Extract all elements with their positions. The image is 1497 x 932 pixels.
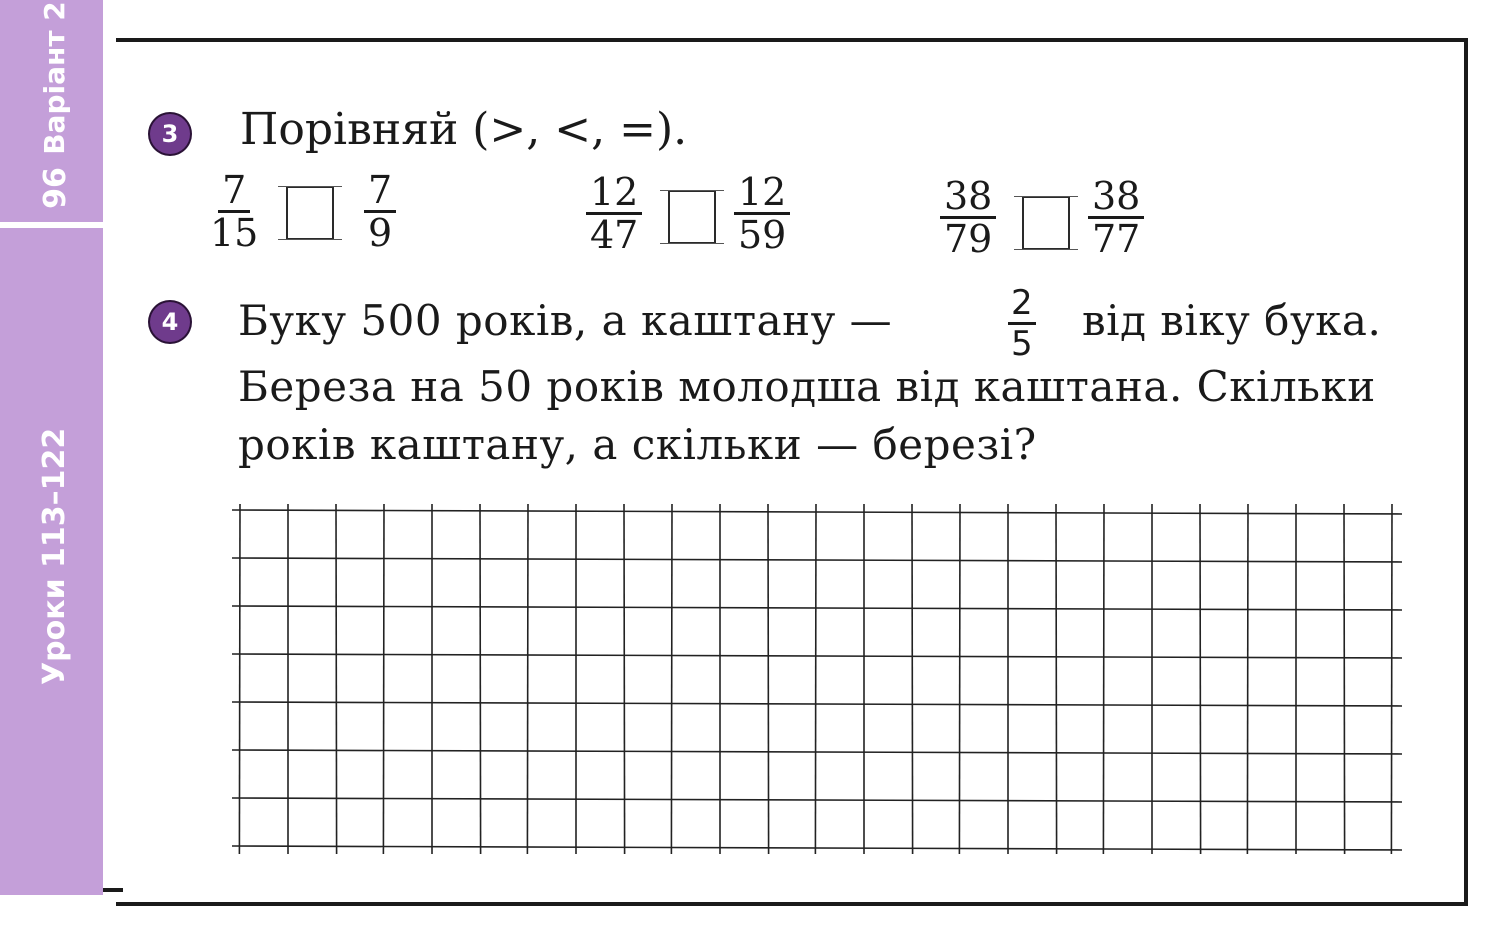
page-number: 96	[38, 167, 73, 209]
fraction-denominator: 5	[1011, 324, 1033, 364]
grid-vertical-line	[671, 504, 672, 854]
fraction-denominator: 15	[210, 211, 259, 255]
fraction-numerator: 7	[218, 170, 250, 213]
task-4-line-2: Береза на 50 років молодша від каштана. Скільки	[238, 362, 1376, 411]
task-4-line-1-end: від віку бука.	[1082, 296, 1382, 345]
fraction-denominator: 47	[590, 213, 639, 257]
comparison-2-answer-box[interactable]	[668, 190, 716, 244]
grid-horizontal-line	[232, 846, 1402, 850]
comparison-1-answer-box[interactable]	[286, 186, 334, 240]
fraction-denominator: 9	[368, 211, 393, 255]
variant-label: Варіант 2	[38, 1, 71, 155]
comparison-3-right-fraction	[1088, 176, 1144, 259]
bottom-rule	[103, 888, 123, 892]
comparison-2-left-fraction	[586, 172, 642, 255]
task-4-inline-fraction	[1008, 284, 1036, 363]
grid-vertical-line	[527, 504, 528, 854]
task-3-number-badge: 3	[150, 114, 190, 154]
fraction-numerator: 38	[1088, 176, 1144, 219]
fraction-denominator: 77	[1092, 217, 1141, 261]
comparison-3-answer-box[interactable]	[1022, 196, 1070, 250]
task-3-heading: Порівняй (>, <, =).	[240, 104, 688, 155]
grid-vertical-line	[768, 504, 769, 854]
grid-vertical-line	[239, 504, 240, 854]
task-4-line-3: років каштану, а скільки — березі?	[238, 420, 1037, 469]
comparison-1-right-fraction	[364, 170, 396, 253]
lessons-label: Уроки 113–122	[37, 427, 72, 685]
comparison-1-left-fraction	[206, 170, 262, 253]
comparison-3-left-fraction	[940, 176, 996, 259]
grid-vertical-line	[383, 504, 384, 854]
fraction-numerator: 2	[1008, 284, 1036, 325]
grid-horizontal-line	[232, 750, 1402, 754]
grid-horizontal-line	[232, 702, 1402, 706]
fraction-denominator: 79	[944, 217, 993, 261]
fraction-numerator: 12	[734, 172, 790, 215]
grid-vertical-line	[336, 504, 337, 854]
task-4-line-1-start: Буку 500 років, а каштану —	[238, 296, 893, 345]
answer-grid[interactable]	[232, 500, 1404, 870]
grid-horizontal-line	[232, 510, 1402, 514]
grid-horizontal-line	[232, 606, 1402, 610]
fraction-numerator: 12	[586, 172, 642, 215]
grid-horizontal-line	[232, 798, 1402, 802]
grid-horizontal-line	[232, 558, 1402, 562]
grid-horizontal-line	[232, 654, 1402, 658]
side-divider	[0, 222, 103, 228]
fraction-numerator: 7	[364, 170, 396, 213]
comparison-2-right-fraction	[734, 172, 790, 255]
grid-vertical-line	[959, 504, 960, 854]
fraction-denominator: 59	[738, 213, 787, 257]
grid-vertical-line	[624, 504, 625, 854]
task-4-number-badge: 4	[150, 302, 190, 342]
grid-vertical-line	[480, 504, 481, 854]
grid-vertical-line	[815, 504, 816, 854]
grid-vertical-line	[912, 504, 913, 854]
fraction-numerator: 38	[940, 176, 996, 219]
